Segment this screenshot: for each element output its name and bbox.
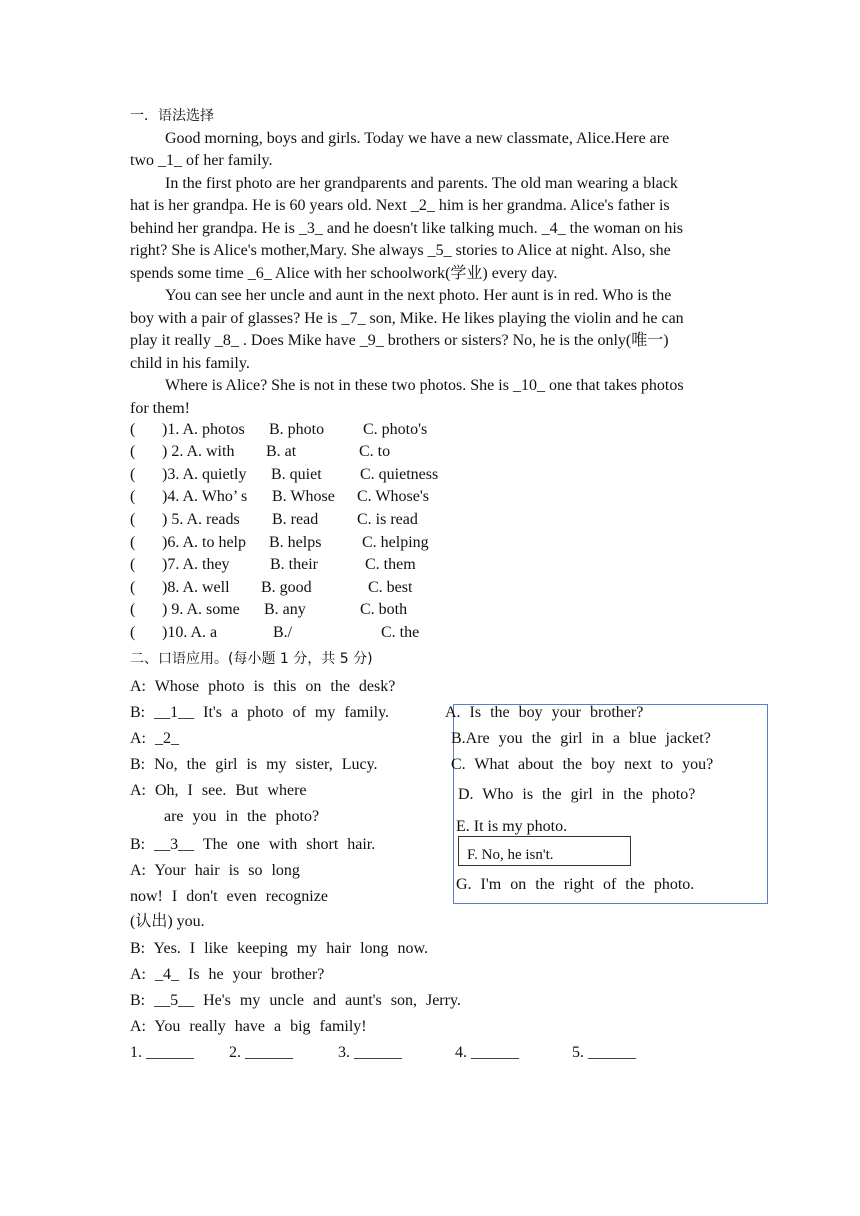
option-a: )1. A. photos [162,421,245,438]
option-c: C. Whose's [357,488,429,505]
answer-paren: ( [130,601,136,618]
answer-blank-5: __5__ [154,992,195,1009]
dialogue-line: A: Your hair is so long [130,862,300,879]
option-g-text: G. I'm on the right of the photo. [456,876,695,893]
answer-paren: ( [130,534,136,551]
section2-heading: 二、口语应用。(每小题 1 分，共 5 分) [130,651,373,667]
answer-slot-3[interactable]: 3. ______ [338,1044,402,1061]
dialogue-line: A: Whose photo is this on the desk? [130,678,396,695]
passage-line: Good morning, boys and girls. Today we have a new classmate, Alice.Here are [165,130,670,147]
option-c: C. photo's [363,421,428,438]
passage-line: spends some time _6_ Alice with her schoolwork(学业) every day. [130,265,558,282]
option-b: B. their [270,556,318,573]
answer-paren: ( [130,556,136,573]
passage-line: behind her grandpa. He is _3_ and he doesn't like talking much. _4_ the woman on his [130,220,683,237]
option-b: B. any [264,601,306,618]
dialogue-line: A: You really have a big family! [130,1018,367,1035]
option-c: C. them [365,556,416,573]
option-b-text: B.Are you the girl in a blue jacket? [451,730,711,747]
option-a: )10. A. a [162,624,218,641]
answer-blank-4: _4_ [155,966,179,983]
option-c: C. helping [362,534,429,551]
dialogue-line: B: Yes. I like keeping my hair long now. [130,940,429,957]
answer-paren: ( [130,443,136,460]
passage-line: hat is her grandpa. He is 60 years old. Next _2_ him is her grandma. Alice's father is [130,197,670,214]
passage-line: two _1_ of her family. [130,152,273,169]
passage-line: for them! [130,400,190,417]
option-a: )4. A. Who’ s [162,488,248,505]
passage-line: Where is Alice? She is not in these two photos. She is _10_ one that takes photos [165,377,684,394]
option-d-text: D. Who is the girl in the photo? [458,786,696,803]
answer-blank-1: __1__ [154,704,195,721]
option-b: B. read [272,511,319,528]
option-c: C. best [368,579,413,596]
option-e-text: E. It is my photo. [456,818,568,835]
dialogue-line: B: __5__ He's my uncle and aunt's son, Jerry. [130,992,461,1009]
option-b: B. Whose [272,488,335,505]
option-c: C. the [381,624,420,641]
option-a: ) 5. A. reads [162,511,240,528]
option-c: C. quietness [360,466,439,483]
answer-slot-1[interactable]: 1. ______ [130,1044,194,1061]
answer-paren: ( [130,579,136,596]
dialogue-line: B: No, the girl is my sister, Lucy. [130,756,378,773]
answer-paren: ( [130,488,136,505]
answer-paren: ( [130,421,136,438]
option-a: )8. A. well [162,579,230,596]
option-c: C. is read [357,511,418,528]
option-a: )6. A. to help [162,534,246,551]
option-c: C. both [360,601,408,618]
answer-slot-4[interactable]: 4. ______ [455,1044,519,1061]
option-a: )3. A. quietly [162,466,247,483]
option-b: B. good [261,579,312,596]
option-b: B. at [266,443,297,460]
option-c-text: C. What about the boy next to you? [451,756,714,773]
dialogue-line: A: Oh, I see. But where [130,782,307,799]
option-a: )7. A. they [162,556,230,573]
answer-paren: ( [130,511,136,528]
passage-line: child in his family. [130,355,250,372]
option-b: B. quiet [271,466,322,483]
dialogue-line: B: __3__ The one with short hair. [130,836,376,853]
answer-paren: ( [130,466,136,483]
dialogue-line: (认出) you. [130,913,205,930]
dialogue-line: are you in the photo? [164,808,320,825]
option-b: B./ [273,624,293,641]
passage-line: play it really _8_ . Does Mike have _9_ brothers or sisters? No, he is the only(唯一) [130,332,669,349]
passage-line: You can see her uncle and aunt in the next photo. Her aunt is in red. Who is the [165,287,672,304]
dialogue-line: now! I don't even recognize [130,888,328,905]
answer-paren: ( [130,624,136,641]
option-a: ) 2. A. with [162,443,235,460]
option-a-text: A. Is the boy your brother? [445,704,644,721]
passage-line: In the first photo are her grandparents and parents. The old man wearing a black [165,175,678,192]
option-b: B. photo [269,421,325,438]
dialogue-line: A: _4_ Is he your brother? [130,966,325,983]
option-a: ) 9. A. some [162,601,240,618]
section1-heading: 一．语法选择 [130,108,214,124]
dialogue-line: A: _2_ [130,730,179,747]
answer-slot-2[interactable]: 2. ______ [229,1044,293,1061]
dialogue-line: B: __1__ It's a photo of my family. [130,704,390,721]
answer-slot-5[interactable]: 5. ______ [572,1044,636,1061]
passage-line: boy with a pair of glasses? He is _7_ son, Mike. He likes playing the violin and he can [130,310,684,327]
option-f-text: F. No, he isn't. [467,847,554,863]
answer-blank-3: __3__ [154,836,195,853]
passage-line: right? She is Alice's mother,Mary. She always _5_ stories to Alice at night. Also, she [130,242,671,259]
answer-blank-2: _2_ [155,730,179,747]
option-b: B. helps [269,534,322,551]
option-c: C. to [359,443,391,460]
